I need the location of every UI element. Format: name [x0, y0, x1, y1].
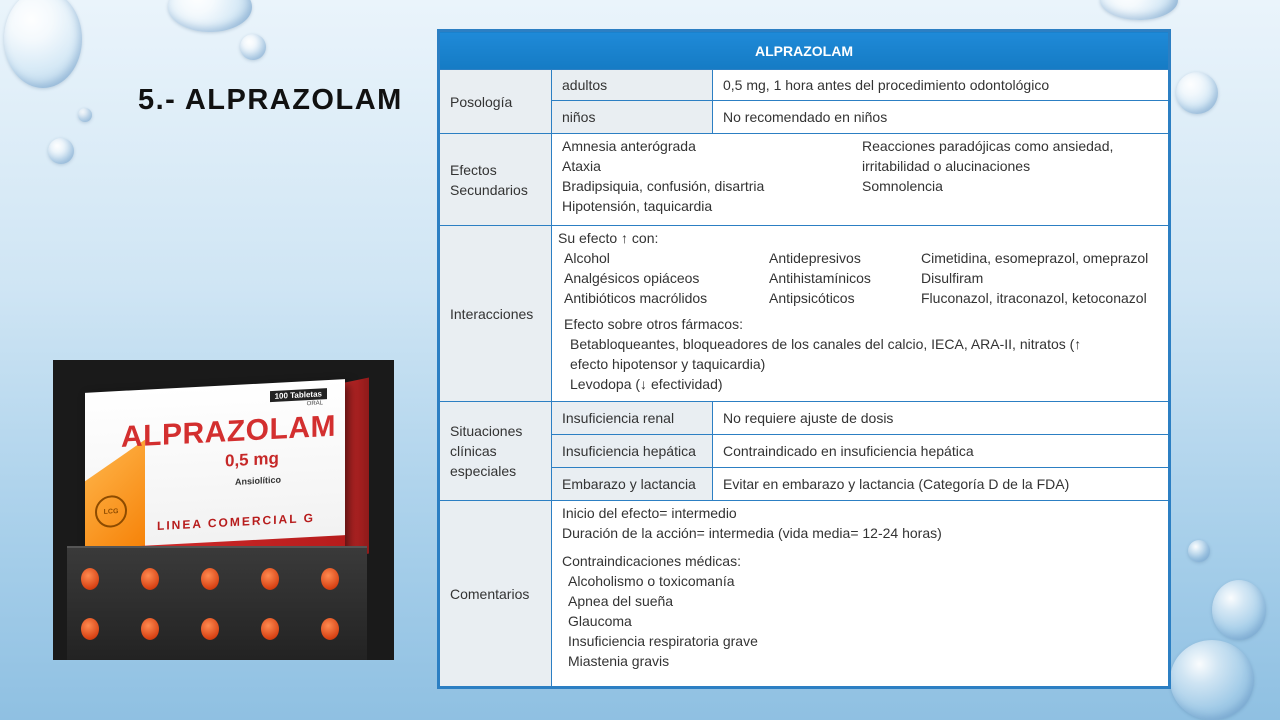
situaciones-label: Situaciones clínicas especiales — [440, 402, 552, 501]
hepatica-label: Insuficiencia hepática — [552, 435, 713, 468]
pill — [201, 618, 219, 640]
list-item: Antibióticos macrólidos — [564, 290, 708, 306]
interacciones-columns — [558, 248, 1158, 308]
list-item: Ataxia — [562, 158, 601, 174]
list-item: Glaucoma — [568, 613, 632, 629]
inicio-text: Inicio del efecto= intermedio — [562, 505, 737, 521]
interacciones-col2 — [769, 248, 921, 308]
box-tag: 100 Tabletas — [270, 388, 327, 402]
list-item: Alcoholismo o toxicomanía — [568, 573, 735, 589]
list-item: Levodopa (↓ efectividad) — [570, 376, 723, 392]
slide-title: 5.- ALPRAZOLAM — [138, 84, 403, 116]
list-item: Analgésicos opiáceos — [564, 270, 700, 286]
list-item: Antidepresivos — [769, 250, 861, 266]
renal-label: Insuficiencia renal — [552, 402, 713, 435]
list-item: Miastenia gravis — [568, 653, 670, 669]
posologia-label: Posología — [440, 70, 552, 134]
embarazo-label: Embarazo y lactancia — [552, 468, 713, 501]
bubble-decoration — [168, 0, 252, 32]
bubble-decoration — [1100, 0, 1178, 20]
list-item: Somnolencia — [862, 178, 943, 194]
renal-value: No requiere ajuste de dosis — [713, 402, 1169, 435]
list-item: Amnesia anterógrada — [562, 138, 696, 154]
interacciones-label: Interacciones — [440, 226, 552, 402]
pill — [321, 568, 339, 590]
box-type: Ansiolítico — [235, 474, 282, 487]
list-item: Apnea del sueña — [568, 593, 674, 609]
ninos-value: No recomendado en niños — [713, 101, 1169, 134]
interacciones-col1 — [564, 248, 769, 308]
list-item: Disulfiram — [921, 270, 984, 286]
comentarios-label: Comentarios — [440, 501, 552, 687]
ninos-label: niños — [552, 101, 713, 134]
list-item: Betabloqueantes, bloqueadores de los canales del calcio, IECA, ARA-II, nitratos (↑ efecto hipotensor y taquicardia) — [570, 336, 1082, 372]
table-header: ALPRAZOLAM — [440, 32, 1169, 70]
efectos-right-list — [858, 136, 1158, 216]
efectos-content — [552, 134, 1169, 226]
list-item: Antipsicóticos — [769, 290, 855, 306]
bubble-decoration — [240, 34, 266, 60]
box-seal-logo: LCG — [95, 495, 127, 529]
adultos-label: adultos — [552, 70, 713, 101]
box-brand: ALPRAZOLAM — [121, 409, 336, 454]
box-front — [85, 379, 345, 571]
pill — [321, 618, 339, 640]
pill — [81, 618, 99, 640]
box-line: LINEA COMERCIAL G — [157, 510, 316, 534]
efectos-label: Efectos Secundarios — [440, 134, 552, 226]
bubble-decoration — [78, 108, 92, 122]
comentarios-content — [552, 501, 1169, 687]
product-photo — [53, 360, 394, 660]
list-item: Insuficiencia respiratoria grave — [568, 633, 758, 649]
drug-info-table — [437, 29, 1171, 689]
bubble-decoration — [1170, 640, 1254, 720]
box-dose: 0,5 mg — [225, 448, 279, 471]
efectos-left-list — [562, 136, 858, 216]
box-side — [345, 377, 369, 558]
duracion-text: Duración de la acción= intermedia (vida media= 12-24 horas) — [562, 525, 942, 541]
interacciones-col3 — [921, 248, 1148, 308]
interacciones-intro: Su efecto ↑ con: — [558, 230, 659, 246]
pill — [201, 568, 219, 590]
otros-intro: Efecto sobre otros fármacos: — [564, 316, 743, 332]
pill — [141, 618, 159, 640]
bubble-decoration — [1176, 72, 1218, 114]
contra-intro: Contraindicaciones médicas: — [562, 553, 741, 569]
blister-pack — [67, 546, 367, 660]
embarazo-value: Evitar en embarazo y lactancia (Categoría D de la FDA) — [713, 468, 1169, 501]
pill — [261, 618, 279, 640]
bubble-decoration — [4, 0, 82, 88]
list-item: Bradipsiquia, confusión, disartria — [562, 178, 765, 194]
interacciones-content — [552, 226, 1169, 402]
pill — [141, 568, 159, 590]
bubble-decoration — [1188, 540, 1210, 562]
list-item: Fluconazol, itraconazol, ketoconazol — [921, 290, 1147, 306]
pill — [81, 568, 99, 590]
list-item: Hipotensión, taquicardia — [562, 198, 713, 214]
list-item: Alcohol — [564, 250, 610, 266]
pill — [261, 568, 279, 590]
list-item: Cimetidina, esomeprazol, omeprazol — [921, 250, 1149, 266]
box-oral: ORAL — [306, 400, 323, 408]
adultos-value: 0,5 mg, 1 hora antes del procedimiento odontológico — [713, 70, 1169, 101]
bubble-decoration — [48, 138, 74, 164]
list-item: Antihistamínicos — [769, 270, 871, 286]
bubble-decoration — [1212, 580, 1266, 640]
hepatica-value: Contraindicado en insuficiencia hepática — [713, 435, 1169, 468]
list-item: Reacciones paradójicas como ansiedad, irritabilidad o alucinaciones — [862, 138, 1114, 174]
